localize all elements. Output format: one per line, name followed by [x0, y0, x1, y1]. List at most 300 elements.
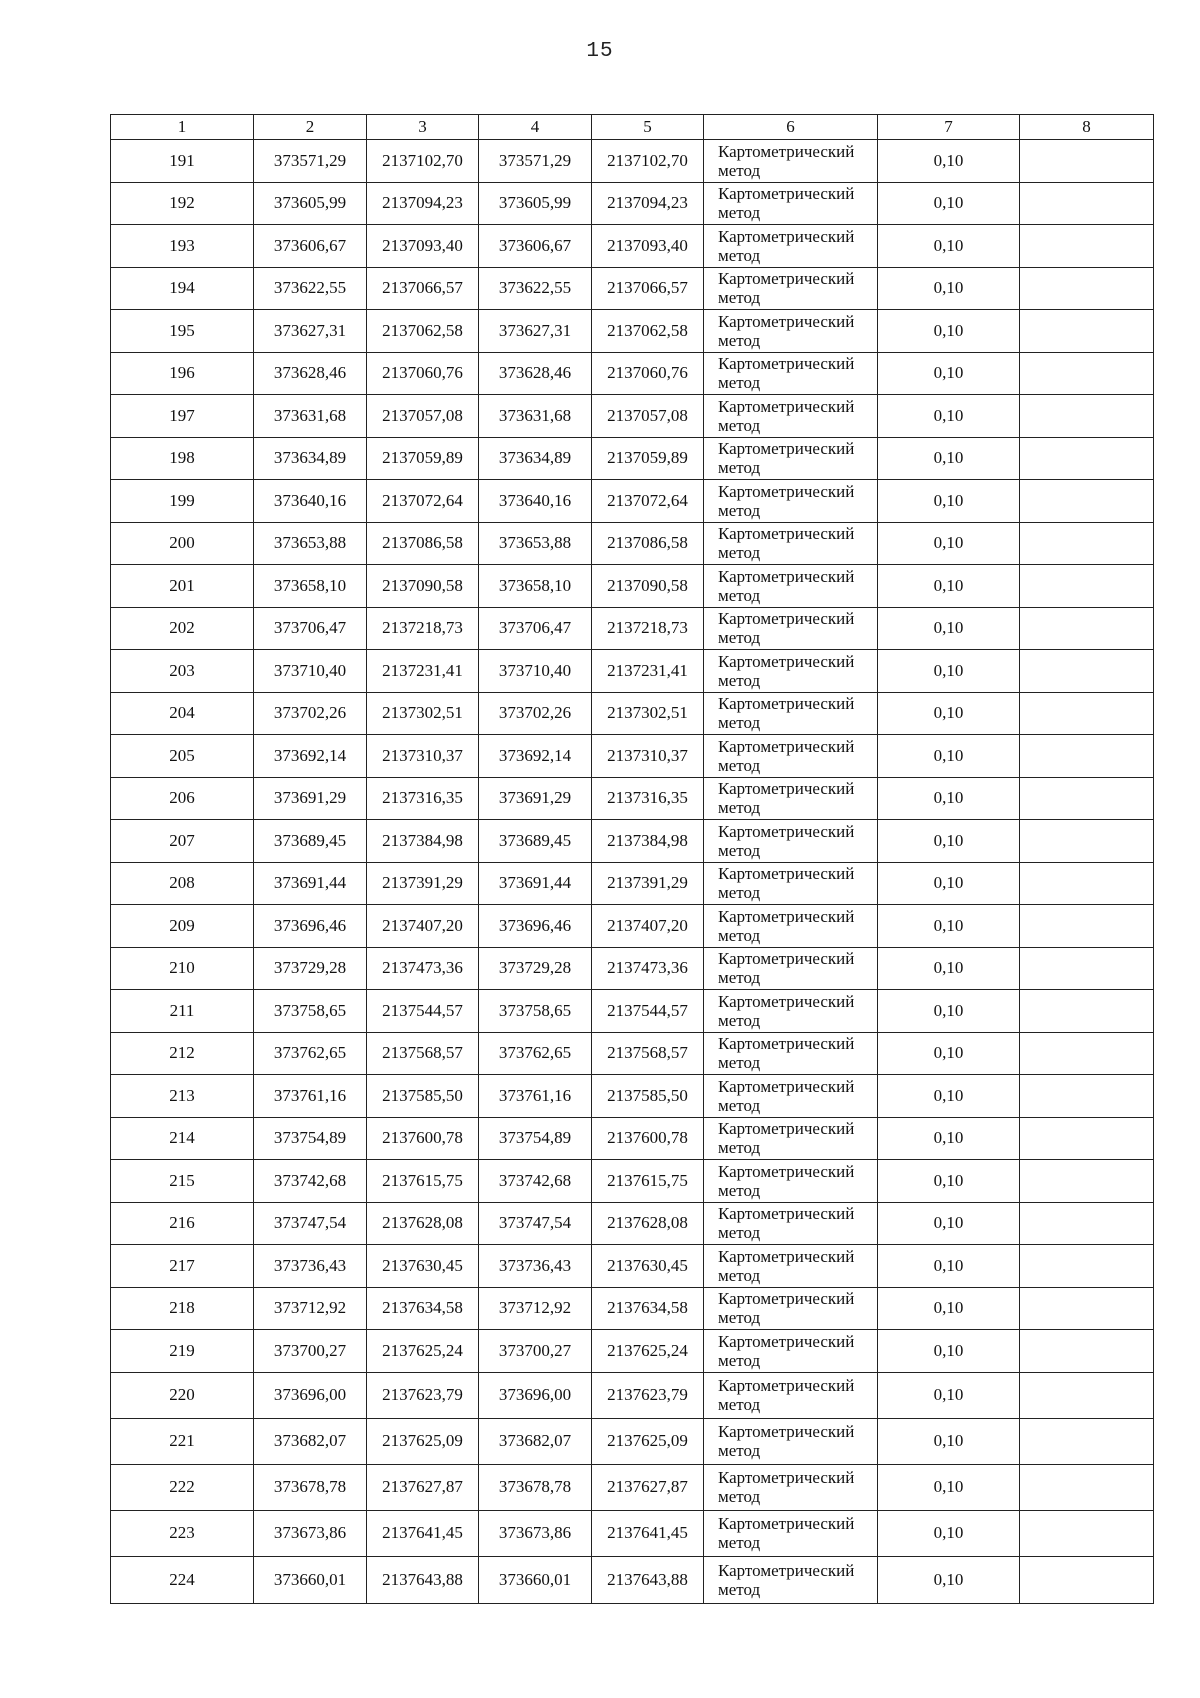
accuracy-cell: 0,10 — [878, 437, 1020, 480]
x-coordinate-new-cell: 373678,78 — [479, 1464, 592, 1510]
x-coordinate-new-cell: 373606,67 — [479, 225, 592, 268]
method-line-2: метод — [718, 1350, 761, 1370]
x-coordinate-new-cell: 373700,27 — [479, 1330, 592, 1373]
y-coordinate-cell: 2137391,29 — [367, 862, 479, 905]
y-coordinate-new-cell: 2137059,89 — [592, 437, 704, 480]
x-coordinate-new-cell: 373729,28 — [479, 947, 592, 990]
note-cell — [1020, 1245, 1154, 1288]
method-line-1: Картометрический — [718, 779, 855, 799]
y-coordinate-cell: 2137302,51 — [367, 692, 479, 735]
x-coordinate-cell: 373706,47 — [254, 607, 367, 650]
table-row — [111, 565, 1154, 608]
method-line-2: метод — [718, 883, 761, 903]
method-cell — [704, 1330, 878, 1373]
method-cell — [704, 1510, 878, 1556]
accuracy-cell: 0,10 — [878, 607, 1020, 650]
accuracy-cell: 0,10 — [878, 1418, 1020, 1464]
table-row — [111, 820, 1154, 863]
note-cell — [1020, 1202, 1154, 1245]
y-coordinate-cell: 2137060,76 — [367, 352, 479, 395]
note-cell — [1020, 225, 1154, 268]
point-number-cell: 201 — [111, 565, 254, 608]
method-line-1: Картометрический — [718, 524, 855, 544]
note-cell — [1020, 352, 1154, 395]
point-number-cell: 209 — [111, 905, 254, 948]
x-coordinate-cell: 373606,67 — [254, 225, 367, 268]
method-cell — [704, 1287, 878, 1330]
x-coordinate-new-cell: 373736,43 — [479, 1245, 592, 1288]
x-coordinate-new-cell: 373682,07 — [479, 1418, 592, 1464]
point-number-cell: 195 — [111, 310, 254, 353]
accuracy-cell: 0,10 — [878, 1556, 1020, 1603]
accuracy-cell: 0,10 — [878, 1075, 1020, 1118]
x-coordinate-new-cell: 373758,65 — [479, 990, 592, 1033]
accuracy-cell: 0,10 — [878, 1372, 1020, 1418]
method-line-1: Картометрический — [718, 481, 855, 501]
table-row — [111, 395, 1154, 438]
point-number-cell: 219 — [111, 1330, 254, 1373]
x-coordinate-cell: 373627,31 — [254, 310, 367, 353]
table-row — [111, 1330, 1154, 1373]
table-row — [111, 1032, 1154, 1075]
x-coordinate-cell: 373696,46 — [254, 905, 367, 948]
coordinates-table — [110, 114, 1154, 1604]
table-row — [111, 862, 1154, 905]
table-row — [111, 905, 1154, 948]
y-coordinate-cell: 2137473,36 — [367, 947, 479, 990]
y-coordinate-new-cell: 2137625,24 — [592, 1330, 704, 1373]
method-cell — [704, 310, 878, 353]
page-number: 15 — [586, 40, 614, 63]
point-number-cell: 220 — [111, 1372, 254, 1418]
note-cell — [1020, 1372, 1154, 1418]
method-cell — [704, 1202, 878, 1245]
accuracy-cell: 0,10 — [878, 990, 1020, 1033]
accuracy-cell: 0,10 — [878, 692, 1020, 735]
x-coordinate-new-cell: 373634,89 — [479, 437, 592, 480]
method-line-2: метод — [718, 585, 761, 605]
x-coordinate-new-cell: 373660,01 — [479, 1556, 592, 1603]
method-cell — [704, 565, 878, 608]
x-coordinate-cell: 373712,92 — [254, 1287, 367, 1330]
x-coordinate-new-cell: 373762,65 — [479, 1032, 592, 1075]
x-coordinate-cell: 373689,45 — [254, 820, 367, 863]
y-coordinate-cell: 2137062,58 — [367, 310, 479, 353]
y-coordinate-new-cell: 2137615,75 — [592, 1160, 704, 1203]
point-number-cell: 215 — [111, 1160, 254, 1203]
accuracy-cell: 0,10 — [878, 1464, 1020, 1510]
note-cell — [1020, 1464, 1154, 1510]
x-coordinate-new-cell: 373673,86 — [479, 1510, 592, 1556]
x-coordinate-cell: 373742,68 — [254, 1160, 367, 1203]
accuracy-cell: 0,10 — [878, 225, 1020, 268]
y-coordinate-new-cell: 2137625,09 — [592, 1418, 704, 1464]
method-cell — [704, 182, 878, 225]
note-cell — [1020, 947, 1154, 990]
method-line-2: метод — [718, 1095, 761, 1115]
method-line-1: Картометрический — [718, 1468, 855, 1487]
y-coordinate-cell: 2137568,57 — [367, 1032, 479, 1075]
x-coordinate-new-cell: 373692,14 — [479, 735, 592, 778]
point-number-cell: 211 — [111, 990, 254, 1033]
table-row — [111, 1117, 1154, 1160]
header-cell: 1 — [111, 115, 254, 140]
method-line-1: Картометрический — [718, 821, 855, 841]
method-line-2: метод — [718, 1487, 761, 1506]
note-cell — [1020, 862, 1154, 905]
point-number-cell: 199 — [111, 480, 254, 523]
y-coordinate-new-cell: 2137062,58 — [592, 310, 704, 353]
y-coordinate-new-cell: 2137627,87 — [592, 1464, 704, 1510]
method-line-1: Картометрический — [718, 1289, 855, 1309]
method-line-1: Картометрический — [718, 609, 855, 629]
y-coordinate-cell: 2137585,50 — [367, 1075, 479, 1118]
y-coordinate-cell: 2137072,64 — [367, 480, 479, 523]
point-number-cell: 223 — [111, 1510, 254, 1556]
y-coordinate-new-cell: 2137094,23 — [592, 182, 704, 225]
table-row — [111, 692, 1154, 735]
method-line-2: метод — [718, 160, 761, 180]
note-cell — [1020, 820, 1154, 863]
table-row — [111, 1464, 1154, 1510]
y-coordinate-cell: 2137634,58 — [367, 1287, 479, 1330]
method-line-1: Картометрический — [718, 1076, 855, 1096]
method-cell — [704, 1245, 878, 1288]
x-coordinate-cell: 373762,65 — [254, 1032, 367, 1075]
x-coordinate-new-cell: 373640,16 — [479, 480, 592, 523]
method-line-1: Картометрический — [718, 1376, 855, 1395]
header-cell: 6 — [704, 115, 878, 140]
y-coordinate-cell: 2137231,41 — [367, 650, 479, 693]
method-line-2: метод — [718, 458, 761, 478]
accuracy-cell: 0,10 — [878, 352, 1020, 395]
point-number-cell: 197 — [111, 395, 254, 438]
point-number-cell: 202 — [111, 607, 254, 650]
table-row — [111, 1075, 1154, 1118]
y-coordinate-new-cell: 2137218,73 — [592, 607, 704, 650]
table-row — [111, 777, 1154, 820]
x-coordinate-cell: 373571,29 — [254, 140, 367, 183]
table-row — [111, 225, 1154, 268]
y-coordinate-new-cell: 2137628,08 — [592, 1202, 704, 1245]
x-coordinate-new-cell: 373691,29 — [479, 777, 592, 820]
y-coordinate-cell: 2137627,87 — [367, 1464, 479, 1510]
point-number-cell: 207 — [111, 820, 254, 863]
method-cell — [704, 437, 878, 480]
x-coordinate-new-cell: 373754,89 — [479, 1117, 592, 1160]
y-coordinate-cell: 2137066,57 — [367, 267, 479, 310]
accuracy-cell: 0,10 — [878, 1117, 1020, 1160]
y-coordinate-new-cell: 2137310,37 — [592, 735, 704, 778]
point-number-cell: 191 — [111, 140, 254, 183]
point-number-cell: 221 — [111, 1418, 254, 1464]
note-cell — [1020, 1330, 1154, 1373]
x-coordinate-cell: 373682,07 — [254, 1418, 367, 1464]
y-coordinate-new-cell: 2137630,45 — [592, 1245, 704, 1288]
point-number-cell: 206 — [111, 777, 254, 820]
table-row — [111, 1418, 1154, 1464]
note-cell — [1020, 735, 1154, 778]
point-number-cell: 213 — [111, 1075, 254, 1118]
note-cell — [1020, 777, 1154, 820]
x-coordinate-cell: 373761,16 — [254, 1075, 367, 1118]
y-coordinate-cell: 2137641,45 — [367, 1510, 479, 1556]
accuracy-cell: 0,10 — [878, 862, 1020, 905]
note-cell — [1020, 1075, 1154, 1118]
x-coordinate-new-cell: 373653,88 — [479, 522, 592, 565]
y-coordinate-new-cell: 2137634,58 — [592, 1287, 704, 1330]
y-coordinate-new-cell: 2137057,08 — [592, 395, 704, 438]
y-coordinate-new-cell: 2137623,79 — [592, 1372, 704, 1418]
table-row — [111, 1160, 1154, 1203]
method-line-2: метод — [718, 840, 761, 860]
y-coordinate-new-cell: 2137643,88 — [592, 1556, 704, 1603]
method-line-1: Картометрический — [718, 694, 855, 714]
method-line-1: Картометрический — [718, 439, 855, 459]
y-coordinate-new-cell: 2137090,58 — [592, 565, 704, 608]
note-cell — [1020, 692, 1154, 735]
x-coordinate-new-cell: 373742,68 — [479, 1160, 592, 1203]
method-line-2: метод — [718, 203, 761, 223]
x-coordinate-new-cell: 373696,46 — [479, 905, 592, 948]
x-coordinate-new-cell: 373631,68 — [479, 395, 592, 438]
note-cell — [1020, 522, 1154, 565]
note-cell — [1020, 1032, 1154, 1075]
note-cell — [1020, 1418, 1154, 1464]
table-row — [111, 182, 1154, 225]
y-coordinate-new-cell: 2137086,58 — [592, 522, 704, 565]
method-line-2: метод — [718, 925, 761, 945]
table-row — [111, 1245, 1154, 1288]
accuracy-cell: 0,10 — [878, 1330, 1020, 1373]
method-cell — [704, 1032, 878, 1075]
method-line-1: Картометрический — [718, 396, 855, 416]
method-line-1: Картометрический — [718, 311, 855, 331]
method-line-2: метод — [718, 1180, 761, 1200]
x-coordinate-cell: 373658,10 — [254, 565, 367, 608]
y-coordinate-cell: 2137310,37 — [367, 735, 479, 778]
y-coordinate-new-cell: 2137384,98 — [592, 820, 704, 863]
method-line-1: Картометрический — [718, 736, 855, 756]
method-line-2: метод — [718, 1533, 761, 1552]
x-coordinate-cell: 373631,68 — [254, 395, 367, 438]
table-row — [111, 437, 1154, 480]
method-line-2: метод — [718, 1308, 761, 1328]
table-row — [111, 990, 1154, 1033]
note-cell — [1020, 1117, 1154, 1160]
accuracy-cell: 0,10 — [878, 395, 1020, 438]
x-coordinate-cell: 373634,89 — [254, 437, 367, 480]
note-cell — [1020, 182, 1154, 225]
y-coordinate-new-cell: 2137072,64 — [592, 480, 704, 523]
method-line-2: метод — [718, 373, 761, 393]
x-coordinate-cell: 373628,46 — [254, 352, 367, 395]
y-coordinate-new-cell: 2137066,57 — [592, 267, 704, 310]
header-cell: 2 — [254, 115, 367, 140]
y-coordinate-cell: 2137623,79 — [367, 1372, 479, 1418]
x-coordinate-new-cell: 373627,31 — [479, 310, 592, 353]
method-line-2: метод — [718, 288, 761, 308]
table-row — [111, 140, 1154, 183]
point-number-cell: 205 — [111, 735, 254, 778]
y-coordinate-cell: 2137086,58 — [367, 522, 479, 565]
y-coordinate-cell: 2137059,89 — [367, 437, 479, 480]
method-line-1: Картометрический — [718, 1246, 855, 1266]
accuracy-cell: 0,10 — [878, 905, 1020, 948]
method-line-1: Картометрический — [718, 906, 855, 926]
method-line-1: Картометрический — [718, 1161, 855, 1181]
y-coordinate-new-cell: 2137568,57 — [592, 1032, 704, 1075]
header-cell: 7 — [878, 115, 1020, 140]
x-coordinate-cell: 373660,01 — [254, 1556, 367, 1603]
note-cell — [1020, 140, 1154, 183]
method-cell — [704, 650, 878, 693]
note-cell — [1020, 1287, 1154, 1330]
method-line-2: метод — [718, 1010, 761, 1030]
x-coordinate-cell: 373622,55 — [254, 267, 367, 310]
method-cell — [704, 1117, 878, 1160]
method-line-2: метод — [718, 798, 761, 818]
method-line-2: метод — [718, 1138, 761, 1158]
note-cell — [1020, 650, 1154, 693]
table-row — [111, 650, 1154, 693]
y-coordinate-cell: 2137384,98 — [367, 820, 479, 863]
x-coordinate-new-cell: 373702,26 — [479, 692, 592, 735]
table-row — [111, 947, 1154, 990]
x-coordinate-cell: 373736,43 — [254, 1245, 367, 1288]
y-coordinate-cell: 2137625,24 — [367, 1330, 479, 1373]
accuracy-cell: 0,10 — [878, 565, 1020, 608]
method-line-1: Картометрический — [718, 1331, 855, 1351]
accuracy-cell: 0,10 — [878, 1160, 1020, 1203]
method-line-1: Картометрический — [718, 566, 855, 586]
point-number-cell: 196 — [111, 352, 254, 395]
table-row — [111, 1372, 1154, 1418]
y-coordinate-cell: 2137625,09 — [367, 1418, 479, 1464]
x-coordinate-cell: 373678,78 — [254, 1464, 367, 1510]
y-coordinate-new-cell: 2137585,50 — [592, 1075, 704, 1118]
method-cell — [704, 777, 878, 820]
y-coordinate-new-cell: 2137231,41 — [592, 650, 704, 693]
point-number-cell: 217 — [111, 1245, 254, 1288]
method-line-2: метод — [718, 755, 761, 775]
method-line-1: Картометрический — [718, 864, 855, 884]
x-coordinate-new-cell: 373689,45 — [479, 820, 592, 863]
y-coordinate-cell: 2137544,57 — [367, 990, 479, 1033]
note-cell — [1020, 267, 1154, 310]
x-coordinate-cell: 373702,26 — [254, 692, 367, 735]
y-coordinate-cell: 2137600,78 — [367, 1117, 479, 1160]
y-coordinate-new-cell: 2137544,57 — [592, 990, 704, 1033]
x-coordinate-cell: 373673,86 — [254, 1510, 367, 1556]
x-coordinate-new-cell: 373658,10 — [479, 565, 592, 608]
y-coordinate-new-cell: 2137641,45 — [592, 1510, 704, 1556]
method-line-1: Картометрический — [718, 1560, 855, 1580]
method-cell — [704, 905, 878, 948]
table-row — [111, 607, 1154, 650]
x-coordinate-cell: 373640,16 — [254, 480, 367, 523]
method-line-2: метод — [718, 1579, 761, 1599]
x-coordinate-cell: 373605,99 — [254, 182, 367, 225]
note-cell — [1020, 607, 1154, 650]
y-coordinate-cell: 2137093,40 — [367, 225, 479, 268]
note-cell — [1020, 990, 1154, 1033]
note-cell — [1020, 480, 1154, 523]
method-line-2: метод — [718, 1441, 761, 1460]
header-row — [111, 115, 1154, 140]
note-cell — [1020, 437, 1154, 480]
method-cell — [704, 480, 878, 523]
accuracy-cell: 0,10 — [878, 310, 1020, 353]
y-coordinate-new-cell: 2137102,70 — [592, 140, 704, 183]
method-cell — [704, 1418, 878, 1464]
method-cell — [704, 990, 878, 1033]
y-coordinate-cell: 2137643,88 — [367, 1556, 479, 1603]
y-coordinate-cell: 2137094,23 — [367, 182, 479, 225]
point-number-cell: 208 — [111, 862, 254, 905]
y-coordinate-cell: 2137628,08 — [367, 1202, 479, 1245]
method-line-2: метод — [718, 628, 761, 648]
note-cell — [1020, 1510, 1154, 1556]
method-line-1: Картометрический — [718, 1422, 855, 1441]
table-row — [111, 310, 1154, 353]
point-number-cell: 216 — [111, 1202, 254, 1245]
point-number-cell: 193 — [111, 225, 254, 268]
x-coordinate-new-cell: 373571,29 — [479, 140, 592, 183]
y-coordinate-new-cell: 2137600,78 — [592, 1117, 704, 1160]
y-coordinate-cell: 2137615,75 — [367, 1160, 479, 1203]
method-cell — [704, 267, 878, 310]
x-coordinate-new-cell: 373706,47 — [479, 607, 592, 650]
y-coordinate-cell: 2137407,20 — [367, 905, 479, 948]
header-cell: 4 — [479, 115, 592, 140]
note-cell — [1020, 395, 1154, 438]
y-coordinate-cell: 2137218,73 — [367, 607, 479, 650]
method-cell — [704, 352, 878, 395]
method-cell — [704, 607, 878, 650]
method-cell — [704, 1160, 878, 1203]
method-line-2: метод — [718, 1265, 761, 1285]
method-line-1: Картометрический — [718, 354, 855, 374]
note-cell — [1020, 1556, 1154, 1603]
table-row — [111, 735, 1154, 778]
x-coordinate-new-cell: 373622,55 — [479, 267, 592, 310]
table-header — [111, 115, 1154, 140]
x-coordinate-cell: 373696,00 — [254, 1372, 367, 1418]
method-line-1: Картометрический — [718, 991, 855, 1011]
note-cell — [1020, 905, 1154, 948]
method-line-2: метод — [718, 1395, 761, 1414]
accuracy-cell: 0,10 — [878, 820, 1020, 863]
method-cell — [704, 140, 878, 183]
table-row — [111, 522, 1154, 565]
x-coordinate-cell: 373692,14 — [254, 735, 367, 778]
method-line-2: метод — [718, 1053, 761, 1073]
method-cell — [704, 820, 878, 863]
accuracy-cell: 0,10 — [878, 650, 1020, 693]
x-coordinate-cell: 373754,89 — [254, 1117, 367, 1160]
method-cell — [704, 1556, 878, 1603]
method-cell — [704, 1075, 878, 1118]
point-number-cell: 214 — [111, 1117, 254, 1160]
method-line-2: метод — [718, 1223, 761, 1243]
x-coordinate-new-cell: 373710,40 — [479, 650, 592, 693]
y-coordinate-cell: 2137057,08 — [367, 395, 479, 438]
accuracy-cell: 0,10 — [878, 1510, 1020, 1556]
method-line-1: Картометрический — [718, 1514, 855, 1533]
x-coordinate-new-cell: 373761,16 — [479, 1075, 592, 1118]
point-number-cell: 224 — [111, 1556, 254, 1603]
